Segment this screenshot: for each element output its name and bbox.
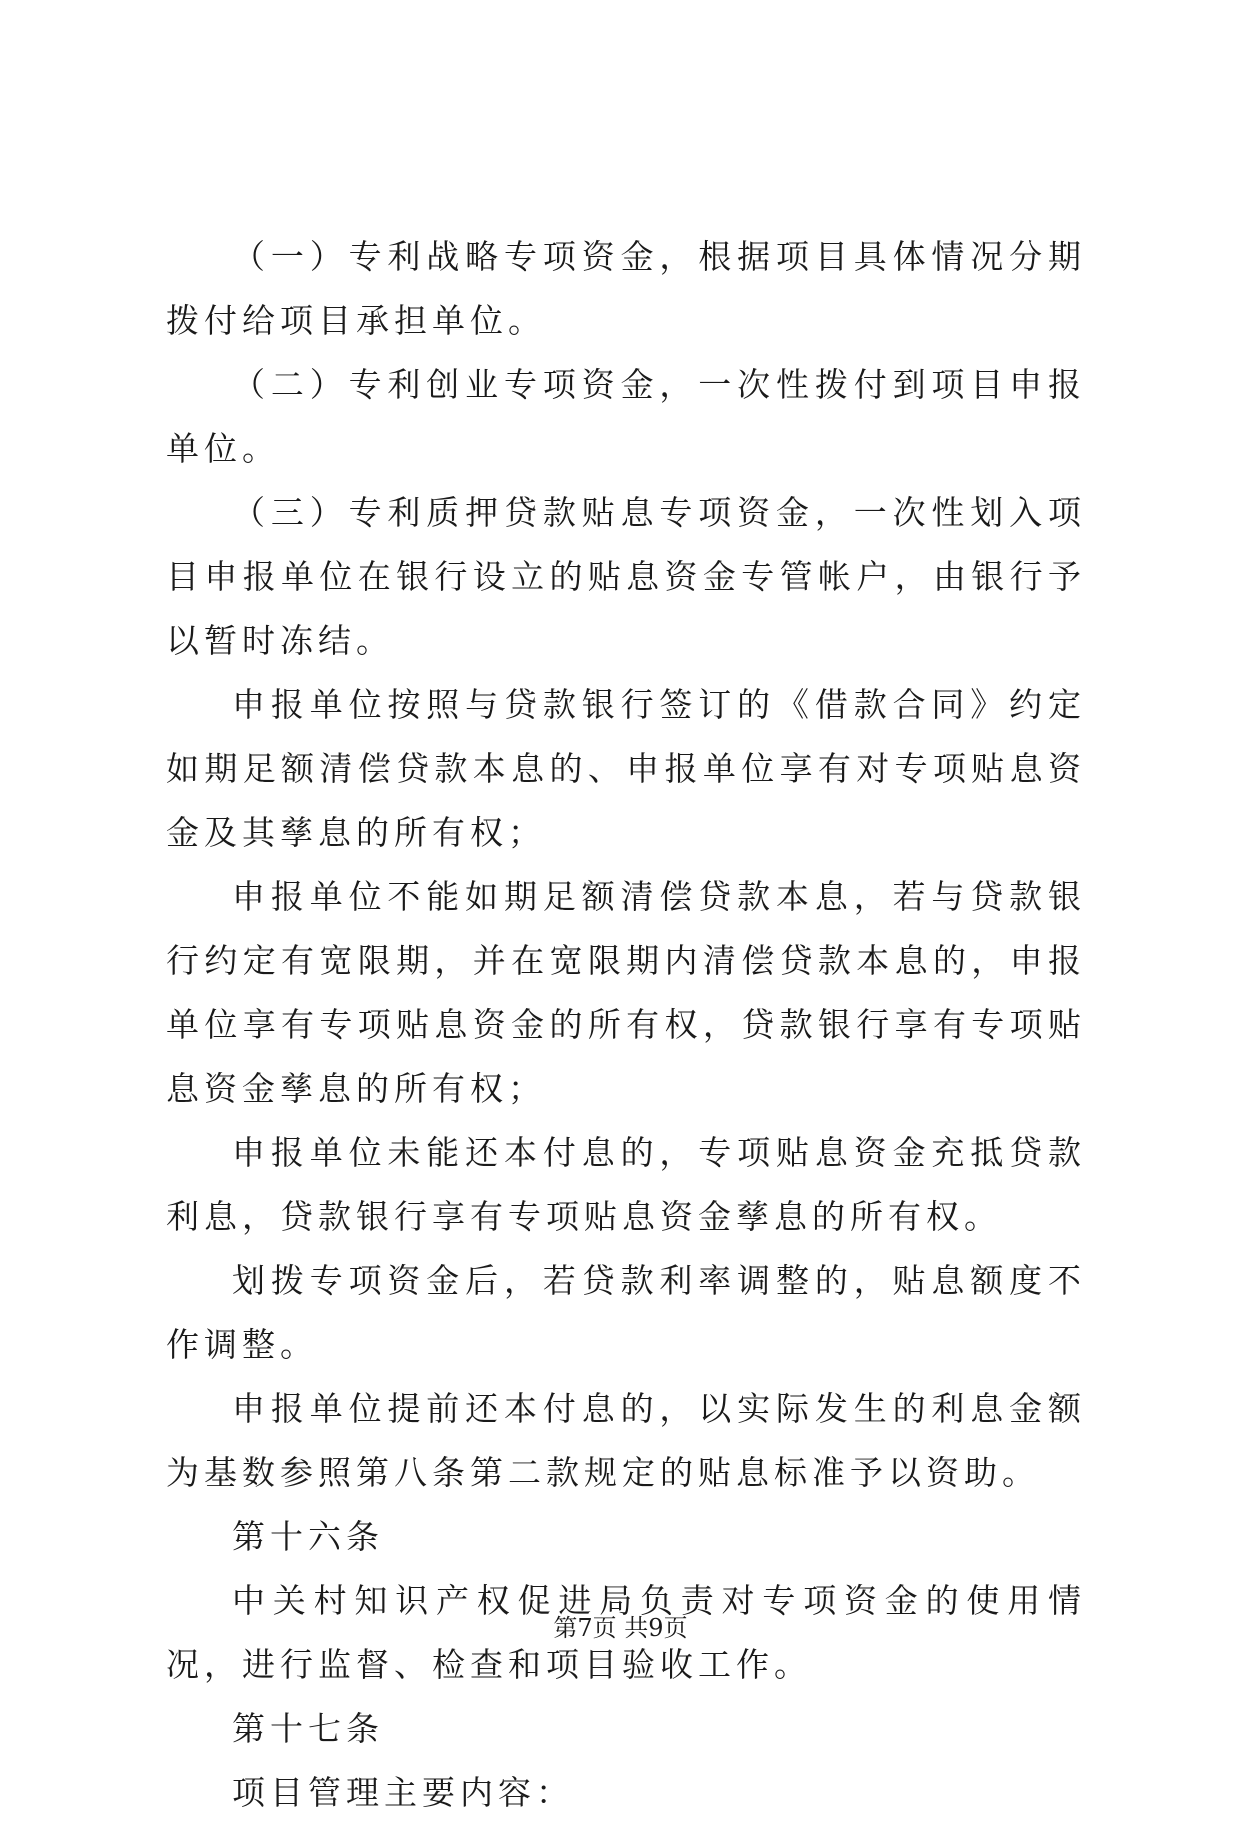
paragraph-8: 申报单位提前还本付息的，以实际发生的利息金额为基数参照第八条第二款规定的贴息标准予以资助。	[166, 1389, 1086, 1492]
paragraph-5: 申报单位不能如期足额清偿贷款本息，若与贷款银行约定有宽限期，并在宽限期内清偿贷款本息的，申报单位享有专项贴息资金的所有权，贷款银行享有专项贴息资金孳息的所有权；	[166, 877, 1086, 1108]
paragraph-2: （二）专利创业专项资金，一次性拨付到项目申报单位。	[166, 365, 1086, 468]
page-number-footer: 第7页 共9页	[553, 1614, 688, 1642]
paragraph-6: 申报单位未能还本付息的，专项贴息资金充抵贷款利息，贷款银行享有专项贴息资金孳息的所有权。	[166, 1133, 1086, 1236]
paragraph-10: 项目管理主要内容：	[232, 1773, 574, 1812]
paragraph-9: 中关村知识产权促进局负责对专项资金的使用情况，进行监督、检查和项目验收工作。	[166, 1581, 1086, 1684]
paragraph-4: 申报单位按照与贷款银行签订的《借款合同》约定如期足额清偿贷款本息的、申报单位享有对专项贴息资金及其孳息的所有权；	[166, 685, 1086, 852]
article-heading-17: 第十七条	[232, 1709, 384, 1748]
paragraph-7: 划拨专项资金后，若贷款利率调整的，贴息额度不作调整。	[166, 1261, 1086, 1364]
article-heading-16: 第十六条	[232, 1517, 384, 1556]
paragraph-1: （一）专利战略专项资金，根据项目具体情况分期拨付给项目承担单位。	[166, 237, 1086, 340]
paragraph-3: （三）专利质押贷款贴息专项资金，一次性划入项目申报单位在银行设立的贴息资金专管帐户，由银行予以暂时冻结。	[166, 493, 1086, 660]
document-body	[166, 225, 1086, 1825]
